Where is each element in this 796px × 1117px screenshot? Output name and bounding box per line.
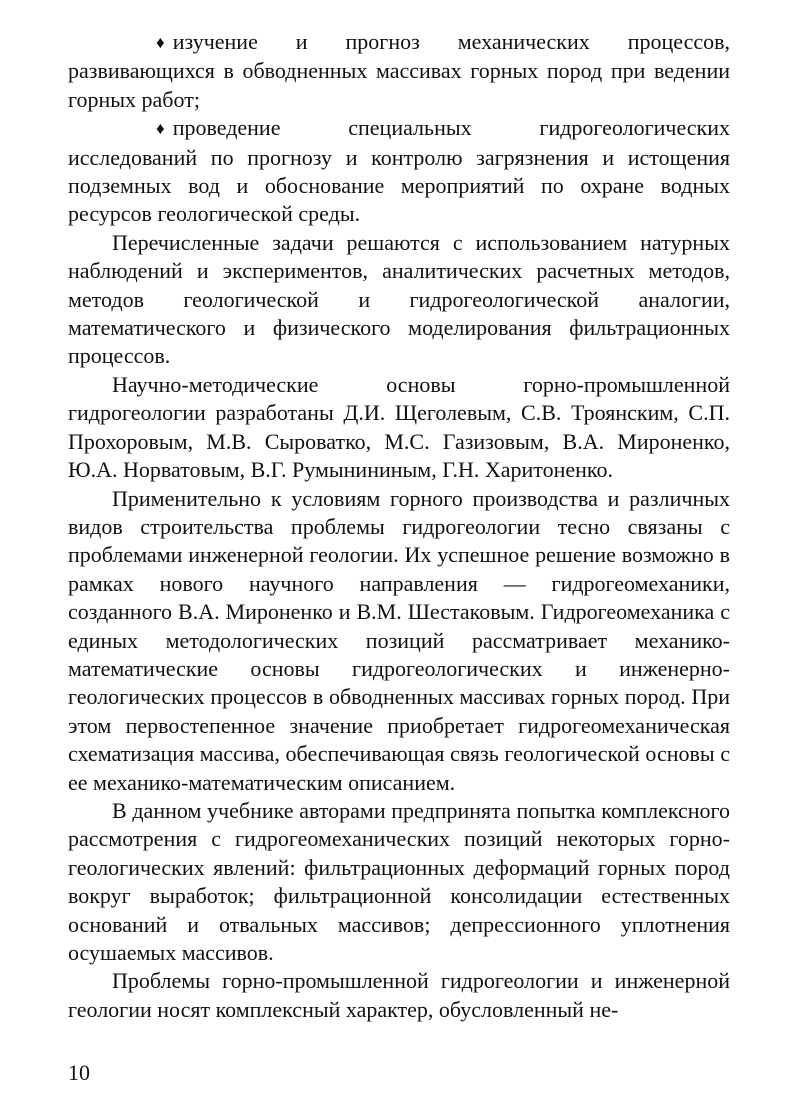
bullet-item xyxy=(68,114,730,229)
page-number: 10 xyxy=(68,1060,90,1085)
paragraph: Научно-методические основы горно-промышленной гидрогеологии разработаны Д.И. Щеголевым, С.В. Троянским, С.П. Прохоровым, М.В. Сыроватко, М.С. Газизовым, В.А. Мироненко, Ю.А. Норватовым, В.Г. Румынининым, Г.Н. Харитоненко. xyxy=(68,371,730,483)
paragraph: Применительно к условиям горного производства и различных видов строительства проблемы гидрогеологии тесно связаны с проблемами инженерной геологии. Их успешное решение возможно в рамках нового научного направления — гидрогеомеханики, созданного В.А. Мироненко и В.М. Шестаковым. Гидрогеомеханика с единых методологических позиций рассматривает механико-математические основы гидрогеологических и инженерно-геологических процессов в обводненных массивах горных пород. При этом первостепенное значение приобретает гидрогеомеханическая схематизация массива, обеспечивающая связь геологической основы с ее механико-математическим описанием. xyxy=(68,485,730,795)
paragraph: В данном учебнике авторами предпринята попытка комплексного рассмотрения с гидрогеомеханических позиций некоторых горно-геологических явлений: фильтрационных деформаций горных пород вокруг выработок; фильтрационной консолидации естественных оснований и отвальных массивов; депрессионного уплотнения осушаемых массивов. xyxy=(68,797,730,965)
paragraph: Проблемы горно-промышленной гидрогеологии и инженерной геологии носят комплексный характер, обусловленный не- xyxy=(68,968,730,1022)
diamond-bullet-icon: ♦ xyxy=(156,33,165,52)
diamond-bullet-icon: ♦ xyxy=(156,119,165,139)
bullet-item xyxy=(68,28,730,114)
page-body xyxy=(68,28,730,1024)
bullet-text: изучение и прогноз механических процессов, развивающихся в обводненных массивах горных пород при ведении горных работ; xyxy=(68,29,730,112)
paragraph: Перечисленные задачи решаются с использованием натурных наблюдений и экспериментов, аналитических расчетных методов, методов геологической и гидрогеологической аналогии, математического и физического моделирования фильтрационных процессов. xyxy=(68,229,730,369)
bullet-text: проведение специальных гидрогеологических исследований по прогнозу и контролю загрязнения и истощения подземных вод и обоснование мероприятий по охране водных ресурсов геологической среды. xyxy=(68,115,730,227)
